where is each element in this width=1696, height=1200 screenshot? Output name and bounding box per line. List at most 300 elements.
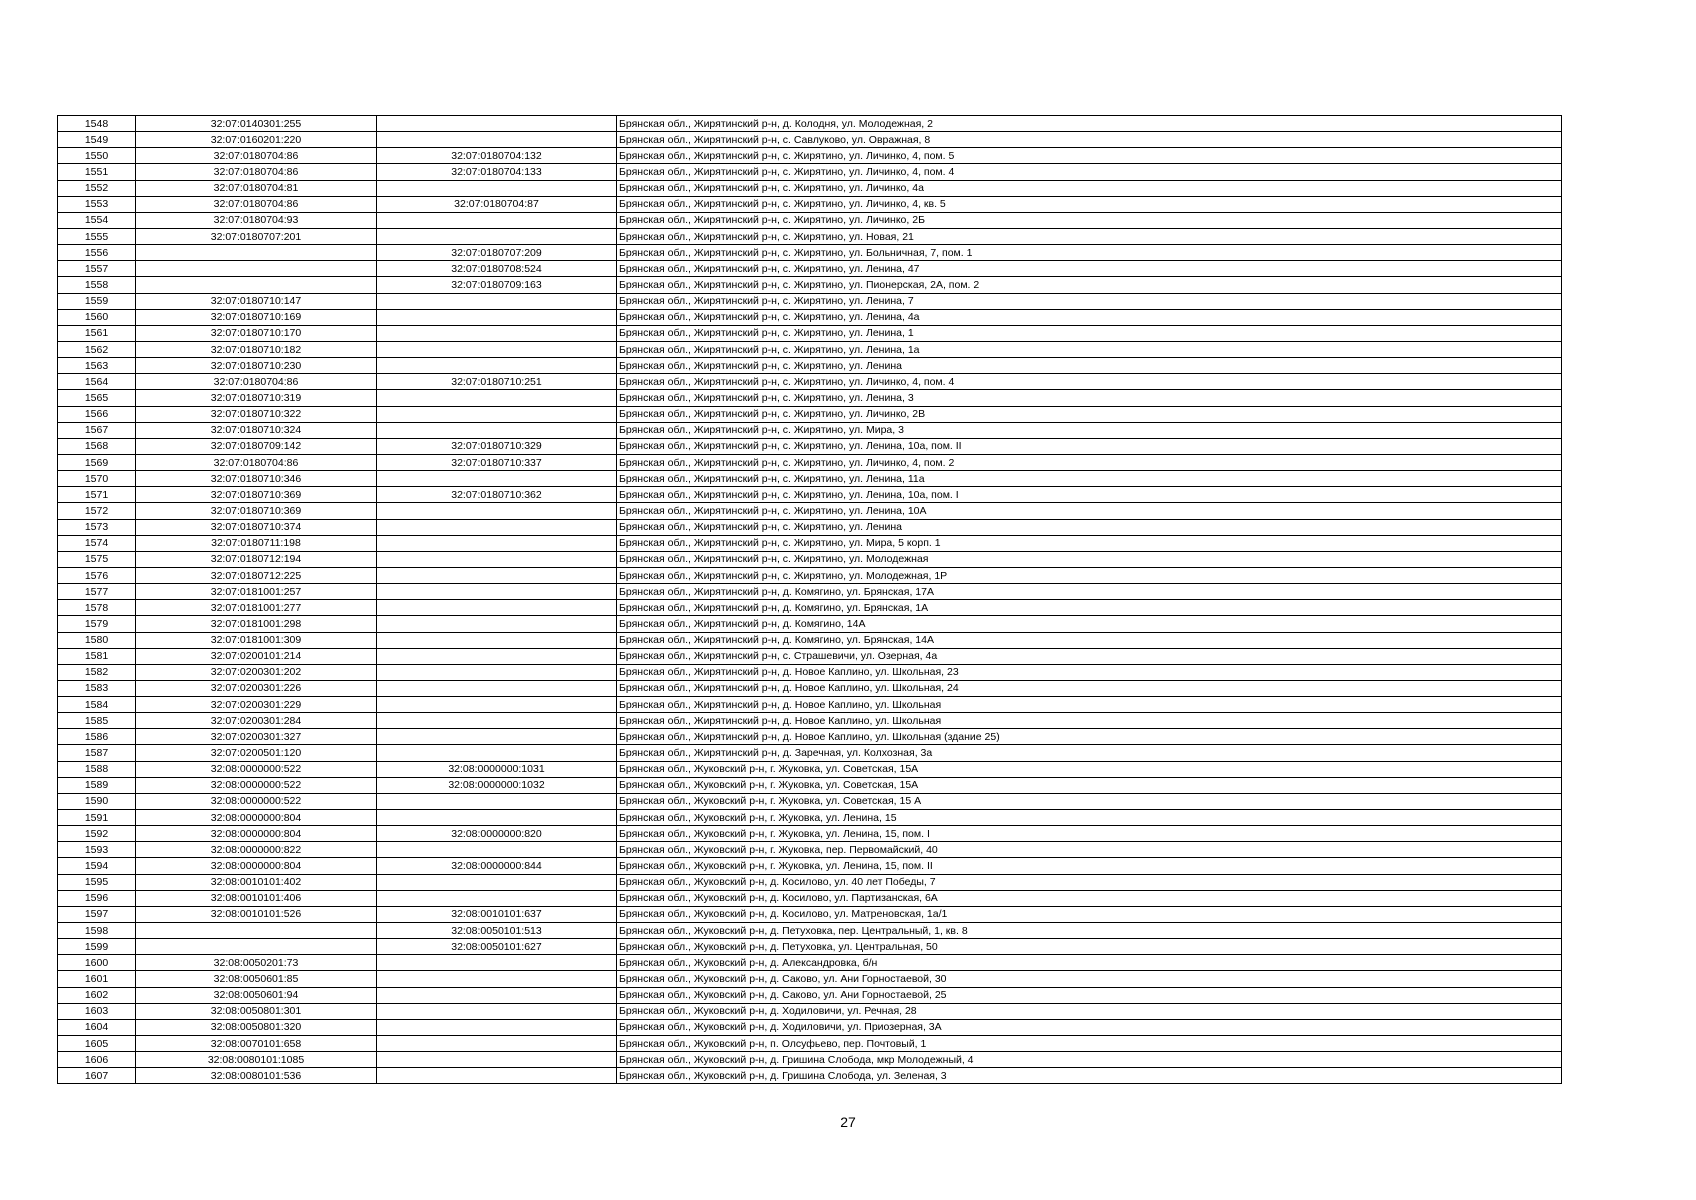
row-number-cell: 1565 xyxy=(58,390,136,406)
row-number-cell: 1586 xyxy=(58,729,136,745)
premises-cadastral-number-cell xyxy=(377,874,617,890)
row-number-cell: 1596 xyxy=(58,890,136,906)
table-row xyxy=(58,842,1562,858)
table-row xyxy=(58,971,1562,987)
cadastral-number-cell: 32:08:0070101:658 xyxy=(136,1036,377,1052)
address-cell: Брянская обл., Жирятинский р-н, с. Жирятино, ул. Личинко, 4, кв. 5 xyxy=(617,196,1562,212)
address-cell: Брянская обл., Жирятинский р-н, д. Комягино, ул. Брянская, 17А xyxy=(617,584,1562,600)
table-row xyxy=(58,906,1562,922)
cadastral-number-cell xyxy=(136,939,377,955)
cadastral-number-cell: 32:07:0180704:81 xyxy=(136,180,377,196)
address-cell: Брянская обл., Жирятинский р-н, с. Жирятино, ул. Личинко, 4, пом. 5 xyxy=(617,148,1562,164)
address-cell: Брянская обл., Жуковский р-н, г. Жуковка, ул. Ленина, 15, пом. I xyxy=(617,826,1562,842)
address-cell: Брянская обл., Жирятинский р-н, с. Савлуково, ул. Овражная, 8 xyxy=(617,132,1562,148)
address-cell: Брянская обл., Жуковский р-н, д. Косилово, ул. 40 лет Победы, 7 xyxy=(617,874,1562,890)
row-number-cell: 1598 xyxy=(58,923,136,939)
premises-cadastral-number-cell xyxy=(377,358,617,374)
row-number-cell: 1556 xyxy=(58,245,136,261)
cadastral-number-cell: 32:07:0180710:369 xyxy=(136,487,377,503)
cadastral-number-cell: 32:07:0180710:324 xyxy=(136,422,377,438)
address-cell: Брянская обл., Жуковский р-н, д. Гришина Слобода, мкр Молодежный, 4 xyxy=(617,1052,1562,1068)
premises-cadastral-number-cell xyxy=(377,293,617,309)
row-number-cell: 1606 xyxy=(58,1052,136,1068)
address-cell: Брянская обл., Жирятинский р-н, с. Жирятино, ул. Ленина xyxy=(617,358,1562,374)
cadastral-number-cell: 32:08:0010101:406 xyxy=(136,890,377,906)
cadastral-number-cell: 32:08:0050601:85 xyxy=(136,971,377,987)
table-row xyxy=(58,810,1562,826)
table-row xyxy=(58,987,1562,1003)
premises-cadastral-number-cell xyxy=(377,116,617,132)
cadastral-number-cell: 32:07:0180704:93 xyxy=(136,212,377,228)
registry-table-body xyxy=(58,116,1562,1084)
table-row xyxy=(58,406,1562,422)
premises-cadastral-number-cell xyxy=(377,1003,617,1019)
premises-cadastral-number-cell xyxy=(377,132,617,148)
table-row xyxy=(58,341,1562,357)
address-cell: Брянская обл., Жирятинский р-н, д. Комягино, ул. Брянская, 1А xyxy=(617,600,1562,616)
cadastral-number-cell: 32:07:0200301:327 xyxy=(136,729,377,745)
table-row xyxy=(58,600,1562,616)
cadastral-number-cell: 32:08:0050801:301 xyxy=(136,1003,377,1019)
cadastral-number-cell: 32:07:0180704:86 xyxy=(136,148,377,164)
row-number-cell: 1601 xyxy=(58,971,136,987)
row-number-cell: 1553 xyxy=(58,196,136,212)
table-row xyxy=(58,567,1562,583)
cadastral-number-cell: 32:08:0000000:522 xyxy=(136,777,377,793)
table-row xyxy=(58,471,1562,487)
row-number-cell: 1567 xyxy=(58,422,136,438)
premises-cadastral-number-cell: 32:08:0010101:637 xyxy=(377,906,617,922)
table-row xyxy=(58,777,1562,793)
premises-cadastral-number-cell: 32:07:0180708:524 xyxy=(377,261,617,277)
address-cell: Брянская обл., Жуковский р-н, д. Александровка, б/н xyxy=(617,955,1562,971)
address-cell: Брянская обл., Жирятинский р-н, с. Жирятино, ул. Мира, 3 xyxy=(617,422,1562,438)
cadastral-number-cell: 32:08:0000000:522 xyxy=(136,793,377,809)
row-number-cell: 1569 xyxy=(58,454,136,470)
premises-cadastral-number-cell: 32:07:0180704:132 xyxy=(377,148,617,164)
row-number-cell: 1594 xyxy=(58,858,136,874)
address-cell: Брянская обл., Жуковский р-н, г. Жуковка, ул. Ленина, 15 xyxy=(617,810,1562,826)
cadastral-number-cell: 32:07:0180709:142 xyxy=(136,438,377,454)
table-row xyxy=(58,632,1562,648)
premises-cadastral-number-cell xyxy=(377,664,617,680)
table-row xyxy=(58,454,1562,470)
cadastral-number-cell: 32:07:0200101:214 xyxy=(136,648,377,664)
row-number-cell: 1581 xyxy=(58,648,136,664)
cadastral-number-cell: 32:07:0160201:220 xyxy=(136,132,377,148)
address-cell: Брянская обл., Жуковский р-н, п. Олсуфьево, пер. Почтовый, 1 xyxy=(617,1036,1562,1052)
row-number-cell: 1557 xyxy=(58,261,136,277)
premises-cadastral-number-cell xyxy=(377,987,617,1003)
cadastral-number-cell xyxy=(136,261,377,277)
table-row xyxy=(58,503,1562,519)
premises-cadastral-number-cell: 32:07:0180704:87 xyxy=(377,196,617,212)
premises-cadastral-number-cell: 32:07:0180710:362 xyxy=(377,487,617,503)
cadastral-number-cell: 32:07:0180710:182 xyxy=(136,341,377,357)
premises-cadastral-number-cell xyxy=(377,471,617,487)
premises-cadastral-number-cell: 32:07:0180710:251 xyxy=(377,374,617,390)
row-number-cell: 1580 xyxy=(58,632,136,648)
cadastral-number-cell: 32:07:0180712:225 xyxy=(136,567,377,583)
row-number-cell: 1603 xyxy=(58,1003,136,1019)
cadastral-number-cell: 32:07:0180711:198 xyxy=(136,535,377,551)
row-number-cell: 1578 xyxy=(58,600,136,616)
premises-cadastral-number-cell xyxy=(377,567,617,583)
address-cell: Брянская обл., Жуковский р-н, д. Косилово, ул. Матреновская, 1а/1 xyxy=(617,906,1562,922)
row-number-cell: 1605 xyxy=(58,1036,136,1052)
cadastral-number-cell xyxy=(136,923,377,939)
premises-cadastral-number-cell xyxy=(377,793,617,809)
cadastral-number-cell: 32:08:0080101:536 xyxy=(136,1068,377,1084)
cadastral-number-cell: 32:08:0000000:804 xyxy=(136,826,377,842)
cadastral-number-cell: 32:08:0010101:526 xyxy=(136,906,377,922)
premises-cadastral-number-cell xyxy=(377,309,617,325)
premises-cadastral-number-cell xyxy=(377,680,617,696)
premises-cadastral-number-cell xyxy=(377,632,617,648)
cadastral-number-cell: 32:07:0200301:284 xyxy=(136,713,377,729)
cadastral-number-cell xyxy=(136,277,377,293)
premises-cadastral-number-cell xyxy=(377,697,617,713)
table-row xyxy=(58,793,1562,809)
row-number-cell: 1604 xyxy=(58,1019,136,1035)
cadastral-number-cell: 32:07:0180710:369 xyxy=(136,503,377,519)
row-number-cell: 1562 xyxy=(58,341,136,357)
premises-cadastral-number-cell xyxy=(377,842,617,858)
table-row xyxy=(58,293,1562,309)
row-number-cell: 1583 xyxy=(58,680,136,696)
premises-cadastral-number-cell xyxy=(377,341,617,357)
address-cell: Брянская обл., Жирятинский р-н, с. Жирятино, ул. Ленина, 11а xyxy=(617,471,1562,487)
address-cell: Брянская обл., Жирятинский р-н, с. Жирятино, ул. Ленина, 47 xyxy=(617,261,1562,277)
row-number-cell: 1552 xyxy=(58,180,136,196)
address-cell: Брянская обл., Жирятинский р-н, с. Жирятино, ул. Пионерская, 2А, пом. 2 xyxy=(617,277,1562,293)
premises-cadastral-number-cell: 32:07:0180707:209 xyxy=(377,245,617,261)
address-cell: Брянская обл., Жуковский р-н, г. Жуковка, ул. Советская, 15А xyxy=(617,777,1562,793)
table-row xyxy=(58,745,1562,761)
cadastral-number-cell: 32:08:0000000:804 xyxy=(136,810,377,826)
premises-cadastral-number-cell xyxy=(377,810,617,826)
address-cell: Брянская обл., Жирятинский р-н, с. Жирятино, ул. Больничная, 7, пом. 1 xyxy=(617,245,1562,261)
cadastral-number-cell xyxy=(136,245,377,261)
row-number-cell: 1589 xyxy=(58,777,136,793)
cadastral-number-cell: 32:07:0181001:277 xyxy=(136,600,377,616)
table-row xyxy=(58,422,1562,438)
row-number-cell: 1575 xyxy=(58,551,136,567)
cadastral-number-cell: 32:07:0200301:202 xyxy=(136,664,377,680)
cadastral-number-cell: 32:07:0181001:257 xyxy=(136,584,377,600)
premises-cadastral-number-cell xyxy=(377,519,617,535)
row-number-cell: 1593 xyxy=(58,842,136,858)
address-cell: Брянская обл., Жуковский р-н, г. Жуковка, ул. Советская, 15А xyxy=(617,761,1562,777)
premises-cadastral-number-cell xyxy=(377,212,617,228)
table-row xyxy=(58,955,1562,971)
row-number-cell: 1558 xyxy=(58,277,136,293)
address-cell: Брянская обл., Жуковский р-н, д. Саково, ул. Ани Горностаевой, 25 xyxy=(617,987,1562,1003)
row-number-cell: 1574 xyxy=(58,535,136,551)
premises-cadastral-number-cell xyxy=(377,406,617,422)
cadastral-number-cell: 32:08:0000000:522 xyxy=(136,761,377,777)
address-cell: Брянская обл., Жирятинский р-н, с. Жирятино, ул. Ленина, 10А xyxy=(617,503,1562,519)
address-cell: Брянская обл., Жирятинский р-н, с. Жирятино, ул. Мира, 5 корп. 1 xyxy=(617,535,1562,551)
premises-cadastral-number-cell: 32:08:0000000:820 xyxy=(377,826,617,842)
row-number-cell: 1563 xyxy=(58,358,136,374)
table-row xyxy=(58,148,1562,164)
premises-cadastral-number-cell: 32:08:0050101:513 xyxy=(377,923,617,939)
table-row xyxy=(58,132,1562,148)
premises-cadastral-number-cell xyxy=(377,1052,617,1068)
address-cell: Брянская обл., Жирятинский р-н, с. Страшевичи, ул. Озерная, 4а xyxy=(617,648,1562,664)
cadastral-number-cell: 32:07:0200501:120 xyxy=(136,745,377,761)
cadastral-number-cell: 32:07:0180710:374 xyxy=(136,519,377,535)
row-number-cell: 1561 xyxy=(58,325,136,341)
row-number-cell: 1577 xyxy=(58,584,136,600)
row-number-cell: 1602 xyxy=(58,987,136,1003)
table-row xyxy=(58,551,1562,567)
address-cell: Брянская обл., Жирятинский р-н, д. Заречная, ул. Колхозная, 3а xyxy=(617,745,1562,761)
premises-cadastral-number-cell xyxy=(377,729,617,745)
premises-cadastral-number-cell xyxy=(377,228,617,244)
cadastral-number-cell: 32:07:0180710:319 xyxy=(136,390,377,406)
table-row xyxy=(58,664,1562,680)
cadastral-number-cell: 32:07:0180704:86 xyxy=(136,454,377,470)
cadastral-number-cell: 32:07:0180704:86 xyxy=(136,164,377,180)
row-number-cell: 1572 xyxy=(58,503,136,519)
cadastral-number-cell: 32:08:0050201:73 xyxy=(136,955,377,971)
address-cell: Брянская обл., Жирятинский р-н, д. Комягино, ул. Брянская, 14А xyxy=(617,632,1562,648)
row-number-cell: 1607 xyxy=(58,1068,136,1084)
table-row xyxy=(58,858,1562,874)
row-number-cell: 1579 xyxy=(58,616,136,632)
row-number-cell: 1560 xyxy=(58,309,136,325)
table-row xyxy=(58,228,1562,244)
premises-cadastral-number-cell xyxy=(377,955,617,971)
address-cell: Брянская обл., Жуковский р-н, д. Ходиловичи, ул. Приозерная, 3А xyxy=(617,1019,1562,1035)
property-registry-table xyxy=(57,115,1562,1084)
cadastral-number-cell: 32:07:0180707:201 xyxy=(136,228,377,244)
cadastral-number-cell: 32:07:0180710:170 xyxy=(136,325,377,341)
address-cell: Брянская обл., Жирятинский р-н, с. Жирятино, ул. Молодежная, 1Р xyxy=(617,567,1562,583)
address-cell: Брянская обл., Жирятинский р-н, д. Колодня, ул. Молодежная, 2 xyxy=(617,116,1562,132)
row-number-cell: 1568 xyxy=(58,438,136,454)
row-number-cell: 1595 xyxy=(58,874,136,890)
row-number-cell: 1592 xyxy=(58,826,136,842)
cadastral-number-cell: 32:08:0050801:320 xyxy=(136,1019,377,1035)
table-row xyxy=(58,116,1562,132)
premises-cadastral-number-cell: 32:08:0000000:1032 xyxy=(377,777,617,793)
address-cell: Брянская обл., Жирятинский р-н, с. Жирятино, ул. Личинко, 2Б xyxy=(617,212,1562,228)
address-cell: Брянская обл., Жирятинский р-н, д. Комягино, 14А xyxy=(617,616,1562,632)
table-row xyxy=(58,648,1562,664)
table-row xyxy=(58,390,1562,406)
cadastral-number-cell: 32:08:0050601:94 xyxy=(136,987,377,1003)
table-row xyxy=(58,890,1562,906)
table-row xyxy=(58,519,1562,535)
cadastral-number-cell: 32:07:0180710:322 xyxy=(136,406,377,422)
address-cell: Брянская обл., Жирятинский р-н, д. Новое Каплино, ул. Школьная xyxy=(617,713,1562,729)
table-row xyxy=(58,358,1562,374)
address-cell: Брянская обл., Жирятинский р-н, д. Новое Каплино, ул. Школьная xyxy=(617,697,1562,713)
premises-cadastral-number-cell: 32:08:0050101:627 xyxy=(377,939,617,955)
table-row xyxy=(58,729,1562,745)
premises-cadastral-number-cell xyxy=(377,584,617,600)
table-row xyxy=(58,438,1562,454)
address-cell: Брянская обл., Жирятинский р-н, с. Жирятино, ул. Личинко, 4, пом. 4 xyxy=(617,374,1562,390)
address-cell: Брянская обл., Жуковский р-н, д. Петуховка, пер. Центральный, 1, кв. 8 xyxy=(617,923,1562,939)
row-number-cell: 1584 xyxy=(58,697,136,713)
row-number-cell: 1559 xyxy=(58,293,136,309)
row-number-cell: 1585 xyxy=(58,713,136,729)
row-number-cell: 1591 xyxy=(58,810,136,826)
address-cell: Брянская обл., Жирятинский р-н, с. Жирятино, ул. Личинко, 4, пом. 2 xyxy=(617,454,1562,470)
address-cell: Брянская обл., Жирятинский р-н, с. Жирятино, ул. Ленина, 1а xyxy=(617,341,1562,357)
premises-cadastral-number-cell xyxy=(377,503,617,519)
table-row xyxy=(58,1003,1562,1019)
premises-cadastral-number-cell: 32:07:0180710:329 xyxy=(377,438,617,454)
table-row xyxy=(58,923,1562,939)
address-cell: Брянская обл., Жирятинский р-н, с. Жирятино, ул. Ленина, 10а, пом. II xyxy=(617,438,1562,454)
page-number: 27 xyxy=(840,1114,856,1130)
cadastral-number-cell: 32:07:0181001:309 xyxy=(136,632,377,648)
table-row xyxy=(58,196,1562,212)
address-cell: Брянская обл., Жирятинский р-н, с. Жирятино, ул. Ленина, 7 xyxy=(617,293,1562,309)
address-cell: Брянская обл., Жирятинский р-н, д. Новое Каплино, ул. Школьная (здание 25) xyxy=(617,729,1562,745)
premises-cadastral-number-cell xyxy=(377,422,617,438)
table-row xyxy=(58,713,1562,729)
cadastral-number-cell: 32:07:0200301:229 xyxy=(136,697,377,713)
premises-cadastral-number-cell xyxy=(377,1068,617,1084)
address-cell: Брянская обл., Жирятинский р-н, с. Жирятино, ул. Личинко, 4, пом. 4 xyxy=(617,164,1562,180)
premises-cadastral-number-cell xyxy=(377,535,617,551)
table-row xyxy=(58,277,1562,293)
table-row xyxy=(58,325,1562,341)
table-row xyxy=(58,939,1562,955)
cadastral-number-cell: 32:08:0000000:822 xyxy=(136,842,377,858)
premises-cadastral-number-cell: 32:07:0180709:163 xyxy=(377,277,617,293)
table-row xyxy=(58,245,1562,261)
address-cell: Брянская обл., Жирятинский р-н, с. Жирятино, ул. Ленина xyxy=(617,519,1562,535)
premises-cadastral-number-cell xyxy=(377,180,617,196)
premises-cadastral-number-cell xyxy=(377,1036,617,1052)
address-cell: Брянская обл., Жуковский р-н, г. Жуковка, ул. Ленина, 15, пом. II xyxy=(617,858,1562,874)
cadastral-number-cell: 32:07:0180710:169 xyxy=(136,309,377,325)
premises-cadastral-number-cell: 32:07:0180710:337 xyxy=(377,454,617,470)
row-number-cell: 1551 xyxy=(58,164,136,180)
cadastral-number-cell: 32:08:0000000:804 xyxy=(136,858,377,874)
table-row xyxy=(58,261,1562,277)
premises-cadastral-number-cell xyxy=(377,551,617,567)
cadastral-number-cell: 32:07:0140301:255 xyxy=(136,116,377,132)
table-row xyxy=(58,616,1562,632)
address-cell: Брянская обл., Жуковский р-н, д. Саково, ул. Ани Горностаевой, 30 xyxy=(617,971,1562,987)
row-number-cell: 1571 xyxy=(58,487,136,503)
address-cell: Брянская обл., Жирятинский р-н, с. Жирятино, ул. Личинко, 2В xyxy=(617,406,1562,422)
premises-cadastral-number-cell xyxy=(377,745,617,761)
table-row xyxy=(58,212,1562,228)
row-number-cell: 1590 xyxy=(58,793,136,809)
cadastral-number-cell: 32:07:0200301:226 xyxy=(136,680,377,696)
row-number-cell: 1555 xyxy=(58,228,136,244)
table-row xyxy=(58,1068,1562,1084)
cadastral-number-cell: 32:07:0180710:346 xyxy=(136,471,377,487)
cadastral-number-cell: 32:07:0180704:86 xyxy=(136,374,377,390)
premises-cadastral-number-cell xyxy=(377,616,617,632)
address-cell: Брянская обл., Жуковский р-н, г. Жуковка, ул. Советская, 15 А xyxy=(617,793,1562,809)
row-number-cell: 1599 xyxy=(58,939,136,955)
premises-cadastral-number-cell xyxy=(377,390,617,406)
table-row xyxy=(58,584,1562,600)
cadastral-number-cell: 32:07:0180704:86 xyxy=(136,196,377,212)
table-row xyxy=(58,487,1562,503)
row-number-cell: 1573 xyxy=(58,519,136,535)
table-row xyxy=(58,826,1562,842)
premises-cadastral-number-cell: 32:08:0000000:844 xyxy=(377,858,617,874)
row-number-cell: 1597 xyxy=(58,906,136,922)
row-number-cell: 1588 xyxy=(58,761,136,777)
table-row xyxy=(58,374,1562,390)
premises-cadastral-number-cell: 32:08:0000000:1031 xyxy=(377,761,617,777)
premises-cadastral-number-cell xyxy=(377,325,617,341)
address-cell: Брянская обл., Жуковский р-н, г. Жуковка, пер. Первомайский, 40 xyxy=(617,842,1562,858)
row-number-cell: 1549 xyxy=(58,132,136,148)
address-cell: Брянская обл., Жуковский р-н, д. Петуховка, ул. Центральная, 50 xyxy=(617,939,1562,955)
cadastral-number-cell: 32:07:0180712:194 xyxy=(136,551,377,567)
address-cell: Брянская обл., Жуковский р-н, д. Гришина Слобода, ул. Зеленая, 3 xyxy=(617,1068,1562,1084)
address-cell: Брянская обл., Жирятинский р-н, с. Жирятино, ул. Новая, 21 xyxy=(617,228,1562,244)
table-row xyxy=(58,697,1562,713)
table-row xyxy=(58,1052,1562,1068)
premises-cadastral-number-cell xyxy=(377,600,617,616)
cadastral-number-cell: 32:07:0180710:147 xyxy=(136,293,377,309)
cadastral-number-cell: 32:07:0180710:230 xyxy=(136,358,377,374)
cadastral-number-cell: 32:08:0080101:1085 xyxy=(136,1052,377,1068)
row-number-cell: 1587 xyxy=(58,745,136,761)
cadastral-number-cell: 32:08:0010101:402 xyxy=(136,874,377,890)
row-number-cell: 1566 xyxy=(58,406,136,422)
row-number-cell: 1570 xyxy=(58,471,136,487)
address-cell: Брянская обл., Жирятинский р-н, с. Жирятино, ул. Молодежная xyxy=(617,551,1562,567)
premises-cadastral-number-cell xyxy=(377,890,617,906)
cadastral-number-cell: 32:07:0181001:298 xyxy=(136,616,377,632)
table-row xyxy=(58,1019,1562,1035)
row-number-cell: 1554 xyxy=(58,212,136,228)
row-number-cell: 1550 xyxy=(58,148,136,164)
address-cell: Брянская обл., Жирятинский р-н, с. Жирятино, ул. Ленина, 1 xyxy=(617,325,1562,341)
premises-cadastral-number-cell: 32:07:0180704:133 xyxy=(377,164,617,180)
table-row xyxy=(58,164,1562,180)
row-number-cell: 1548 xyxy=(58,116,136,132)
premises-cadastral-number-cell xyxy=(377,971,617,987)
address-cell: Брянская обл., Жирятинский р-н, с. Жирятино, ул. Ленина, 4а xyxy=(617,309,1562,325)
table-row xyxy=(58,1036,1562,1052)
address-cell: Брянская обл., Жуковский р-н, д. Ходиловичи, ул. Речная, 28 xyxy=(617,1003,1562,1019)
address-cell: Брянская обл., Жирятинский р-н, с. Жирятино, ул. Ленина, 10а, пом. I xyxy=(617,487,1562,503)
table-row xyxy=(58,761,1562,777)
table-row xyxy=(58,535,1562,551)
table-row xyxy=(58,680,1562,696)
premises-cadastral-number-cell xyxy=(377,1019,617,1035)
row-number-cell: 1600 xyxy=(58,955,136,971)
row-number-cell: 1582 xyxy=(58,664,136,680)
table-row xyxy=(58,874,1562,890)
table-row xyxy=(58,180,1562,196)
premises-cadastral-number-cell xyxy=(377,713,617,729)
table-row xyxy=(58,309,1562,325)
address-cell: Брянская обл., Жирятинский р-н, с. Жирятино, ул. Ленина, 3 xyxy=(617,390,1562,406)
address-cell: Брянская обл., Жуковский р-н, д. Косилово, ул. Партизанская, 6А xyxy=(617,890,1562,906)
address-cell: Брянская обл., Жирятинский р-н, д. Новое Каплино, ул. Школьная, 24 xyxy=(617,680,1562,696)
row-number-cell: 1564 xyxy=(58,374,136,390)
row-number-cell: 1576 xyxy=(58,567,136,583)
